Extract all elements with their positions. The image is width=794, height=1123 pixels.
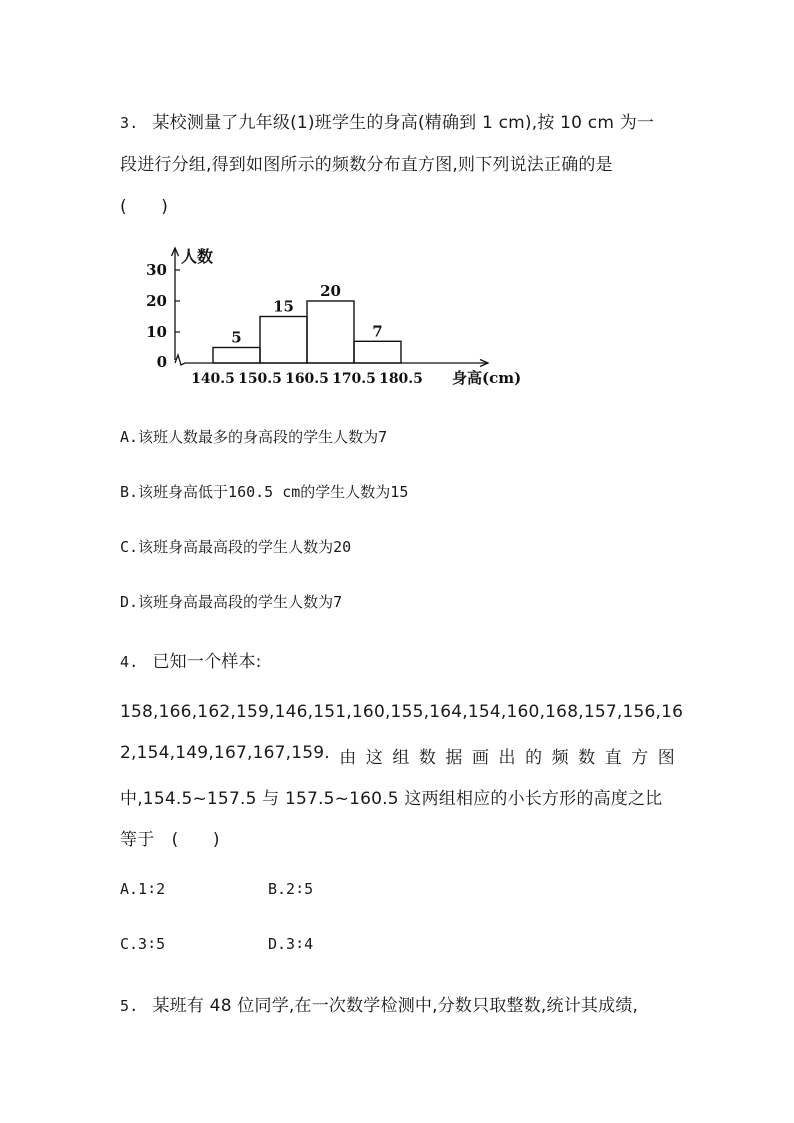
q4-text-1: 已知一个样本: [152, 652, 262, 672]
histogram-chart [130, 232, 540, 401]
q4-line3-part: 图 [657, 748, 675, 768]
q4-line1 [120, 647, 262, 672]
q3-option-b: B.该班身高低于160.5 cm的学生人数为15 [120, 483, 409, 501]
y-tick-label: 30 [146, 261, 167, 279]
x-tick-label: 150.5 [238, 371, 282, 387]
q4-line3-part: 据 [445, 748, 463, 768]
x-axis-title: 身高(cm) [452, 369, 522, 387]
q4-option-d: D.3∶4 [268, 935, 314, 953]
y-axis-title: 人数 [181, 247, 214, 266]
q3-number: 3. [120, 114, 139, 132]
q3-option-c: C.该班身高最高段的学生人数为20 [120, 538, 352, 556]
q3-option-d: D.该班身高最高段的学生人数为7 [120, 593, 343, 611]
x-tick-label: 170.5 [332, 371, 376, 387]
histogram-bar [260, 317, 307, 364]
bar-value-label: 20 [320, 282, 341, 300]
q3-text-1: 某校测量了九年级(1)班学生的身高(精确到 1 cm),按 10 cm 为一 [152, 113, 655, 133]
q4-line3-part: 画 [471, 748, 490, 768]
x-tick-label: 140.5 [191, 371, 235, 387]
q3-paren: ( ) [120, 197, 169, 217]
bar-value-label: 5 [231, 328, 242, 347]
q4-option-c: C.3∶5 [120, 935, 166, 953]
q4-line4: 中,154.5~157.5 与 157.5~160.5 这两组相应的小长方形的高度之比 [120, 789, 663, 809]
x-tick-label: 160.5 [285, 371, 329, 387]
q4-line3 [120, 743, 675, 768]
histogram-bar [213, 348, 260, 364]
q3-option-a: A.该班人数最多的身高段的学生人数为7 [120, 428, 388, 446]
x-tick-label: 180.5 [379, 371, 423, 387]
bar-value-label: 15 [273, 297, 294, 316]
q5-text-1: 某班有 48 位同学,在一次数学检测中,分数只取整数,统计其成绩, [152, 996, 639, 1016]
q5-line1 [120, 991, 638, 1016]
q3-line2: 段进行分组,得到如图所示的频数分布直方图,则下列说法正确的是 [120, 155, 613, 175]
axis-break [175, 355, 185, 365]
q4-line3-part: 由 [339, 748, 357, 768]
q4-line3-part: 的 [525, 748, 543, 768]
q4-line3-part: 这 [365, 748, 383, 768]
q4-line3-part: 出 [498, 748, 516, 768]
histogram-bar [307, 301, 354, 363]
chart-labels [146, 247, 521, 387]
q4-line3-part: 直 [604, 748, 622, 768]
y-tick-label: 0 [156, 353, 167, 371]
y-tick-label: 20 [146, 292, 167, 310]
q4-line3-part: 数 [418, 748, 437, 768]
q4-number: 4. [120, 653, 139, 671]
q4-data-line: 158,166,162,159,146,151,160,155,164,154,160,168,157,156,16 [120, 702, 684, 722]
histogram-bar [354, 341, 401, 363]
bar-value-label: 7 [372, 322, 383, 341]
q4-line3-part: 2,154,149,167,167,159. [120, 743, 330, 763]
q4-line3-part: 方 [631, 748, 649, 768]
histogram-svg [130, 232, 540, 397]
y-tick-label: 10 [146, 323, 167, 341]
q4-line3-part: 组 [392, 748, 410, 768]
q4-option-b: B.2∶5 [268, 880, 314, 898]
q4-option-a: A.1∶2 [120, 880, 166, 898]
q5-number: 5. [120, 997, 139, 1015]
q4-line5: 等于 ( ) [120, 830, 220, 850]
q3-line1 [120, 108, 654, 133]
q4-line3-part: 数 [578, 748, 596, 768]
q4-line3-part: 频 [551, 748, 569, 768]
chart-axes [172, 248, 489, 367]
